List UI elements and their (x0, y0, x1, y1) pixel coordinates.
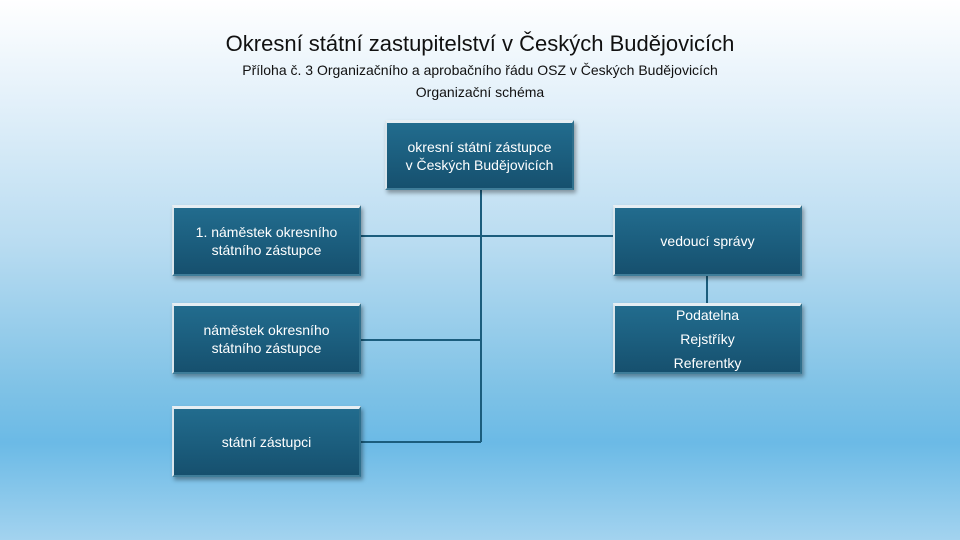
node-district-prosecutor-line1: okresní státní zástupce (407, 138, 552, 155)
node-first-deputy-line1: 1. náměstek okresního (195, 224, 338, 240)
node-state-prosecutors-label: státní zástupci (221, 434, 312, 450)
node-deputy (172, 303, 361, 374)
node-state-prosecutors (172, 406, 361, 477)
node-registry-item: Referentky (673, 355, 742, 371)
node-registry-item: Podatelna (675, 307, 740, 323)
node-district-prosecutor (385, 120, 574, 190)
node-deputy-line2: státního zástupce (211, 340, 322, 356)
node-first-deputy-line2: státního zástupce (211, 242, 322, 258)
node-administration-head (613, 205, 802, 276)
node-registry-staff (613, 303, 802, 374)
node-district-prosecutor-line2: v Českých Budějovicích (405, 156, 554, 173)
node-administration-head-label: vedoucí správy (660, 233, 755, 249)
node-first-deputy (172, 205, 361, 276)
page-subtitle: Příloha č. 3 Organizačního a aprobačního řádu OSZ v Českých Budějovicích (242, 62, 718, 78)
node-registry-item: Rejstříky (680, 331, 735, 347)
diagram-caption: Organizační schéma (415, 84, 545, 100)
page-title: Okresní státní zastupitelství v Českých Budějovicích (225, 31, 735, 56)
node-deputy-line1: náměstek okresního (203, 322, 330, 338)
